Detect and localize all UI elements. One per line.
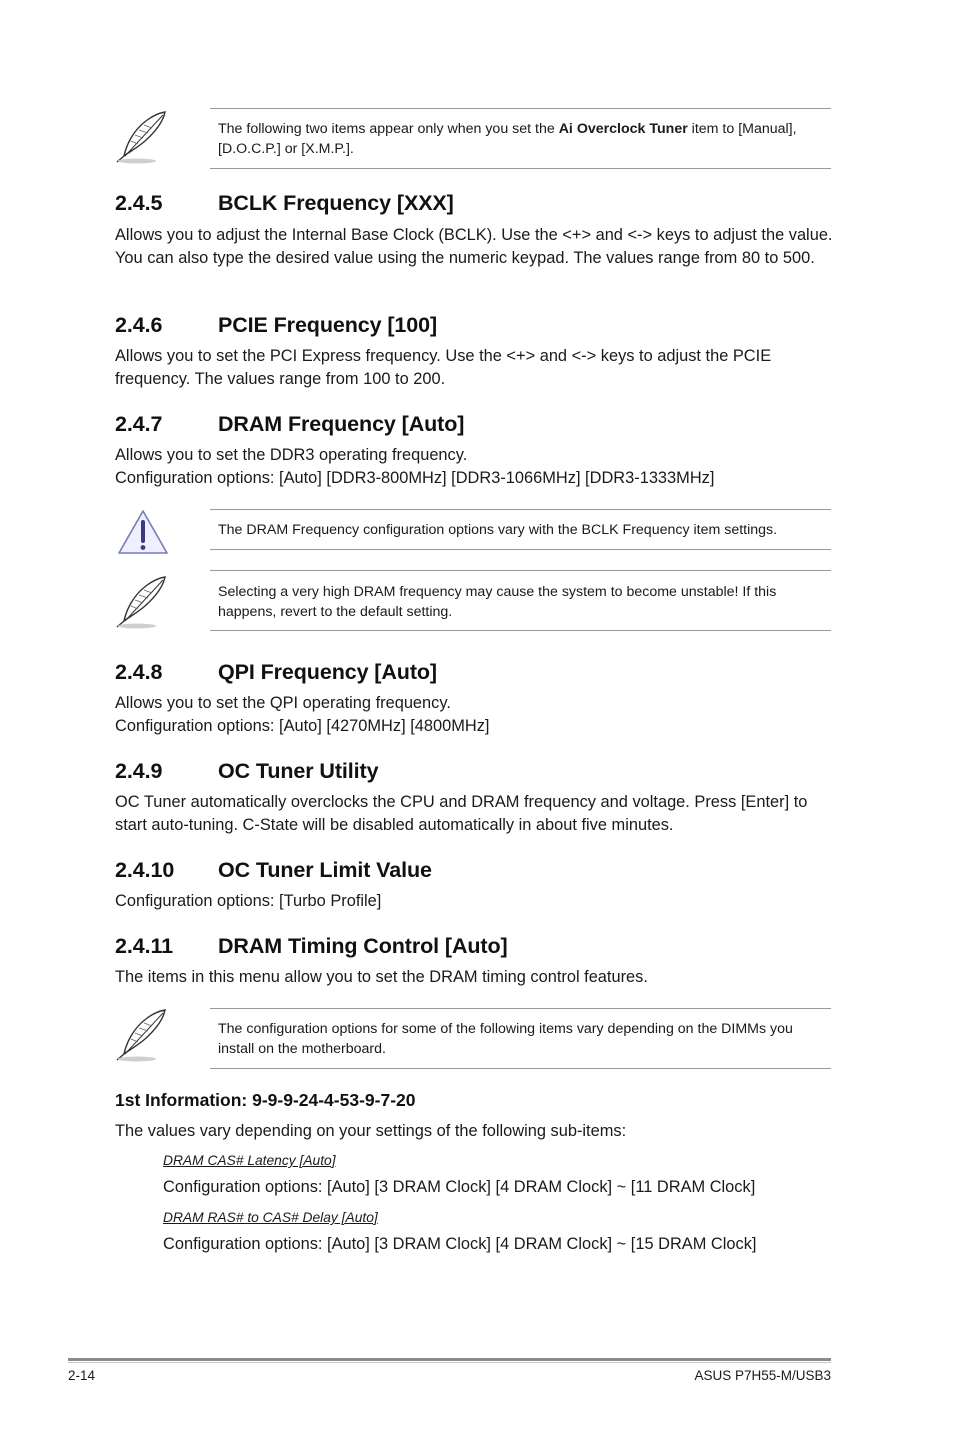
section-options: Configuration options: [Auto] [4270MHz] [4800MHz] bbox=[115, 717, 490, 735]
section-body: The items in this menu allow you to set the DRAM timing control features. bbox=[115, 968, 648, 986]
note-text-bold: Ai Overclock Tuner bbox=[558, 121, 688, 137]
section-body: Allows you to set the QPI operating frequency. bbox=[115, 694, 451, 712]
feather-pen-icon bbox=[113, 108, 171, 171]
subsection-body: The values vary depending on your settings of the following sub-items: bbox=[115, 1122, 627, 1140]
footer-divider-light bbox=[68, 1362, 831, 1363]
note-box bbox=[210, 1008, 831, 1069]
note-text: Selecting a very high DRAM frequency may cause the system to become unstable! If this happens, revert to the default setting. bbox=[218, 584, 777, 620]
feather-pen-icon bbox=[113, 573, 171, 636]
section-body: Configuration options: [Turbo Profile] bbox=[115, 892, 382, 910]
footer-divider bbox=[68, 1358, 831, 1361]
sub-item-options: Configuration options: [Auto] [3 DRAM Clock] [4 DRAM Clock] ~ [15 DRAM Clock] bbox=[163, 1235, 757, 1253]
subsection-heading: 1st Information: 9-9-9-24-4-53-9-7-20 bbox=[115, 1090, 416, 1110]
sub-item-options: Configuration options: [Auto] [3 DRAM Clock] [4 DRAM Clock] ~ [11 DRAM Clock] bbox=[163, 1178, 756, 1196]
section-body: Allows you to set the PCI Express frequency. Use the <+> and <-> keys to adjust the PCIE frequency. The values range from 100 to 200. bbox=[115, 347, 772, 388]
section-number: 2.4.9 bbox=[115, 759, 163, 783]
note-text-part: The following two items appear only when you set the bbox=[218, 121, 559, 137]
section-heading bbox=[115, 412, 464, 437]
section-heading bbox=[115, 934, 508, 959]
page-number: 2-14 bbox=[68, 1368, 96, 1383]
note-text-part: item to [Manual], [D.O.C.P.] or [X.M.P.]. bbox=[218, 121, 797, 157]
caution-text: The DRAM Frequency configuration options vary with the BCLK Frequency item settings. bbox=[218, 522, 778, 538]
section-heading bbox=[115, 660, 437, 685]
section-title: PCIE Frequency [100] bbox=[218, 313, 438, 337]
section-number: 2.4.10 bbox=[115, 858, 175, 882]
section-heading bbox=[115, 191, 454, 216]
section-heading bbox=[115, 313, 437, 338]
section-body: OC Tuner automatically overclocks the CPU and DRAM frequency and voltage. Press [Enter] to start auto-tuning. C-State will be disabled automatically in about five minutes. bbox=[115, 793, 808, 834]
section-title: BCLK Frequency [XXX] bbox=[218, 191, 454, 215]
note-text bbox=[218, 119, 823, 159]
section-options: Configuration options: [Auto] [DDR3-800MHz] [DDR3-1066MHz] [DDR3-1333MHz] bbox=[115, 469, 715, 487]
note-text: The configuration options for some of the following items vary depending on the DIMMs you install on the motherboard. bbox=[218, 1021, 793, 1057]
section-body: Allows you to set the DDR3 operating frequency. bbox=[115, 446, 468, 464]
note-box bbox=[210, 570, 831, 631]
section-heading bbox=[115, 759, 378, 784]
section-heading bbox=[115, 858, 432, 883]
section-number: 2.4.11 bbox=[115, 934, 173, 958]
caution-box bbox=[210, 509, 831, 550]
sub-item-label: DRAM CAS# Latency [Auto] bbox=[163, 1153, 336, 1168]
feather-pen-icon bbox=[113, 1006, 171, 1069]
section-title: OC Tuner Limit Value bbox=[218, 858, 432, 882]
sub-item-label: DRAM RAS# to CAS# Delay [Auto] bbox=[163, 1210, 378, 1225]
warning-triangle-icon bbox=[116, 508, 170, 563]
section-number: 2.4.7 bbox=[115, 412, 163, 436]
section-number: 2.4.8 bbox=[115, 660, 163, 684]
note-box bbox=[210, 108, 831, 169]
section-number: 2.4.6 bbox=[115, 313, 163, 337]
section-body: Allows you to adjust the Internal Base Clock (BCLK). Use the <+> and <-> keys to adjust the value. You can also type the desired value using the numeric keypad. The values range from 80 to 500. bbox=[115, 226, 833, 267]
product-name: ASUS P7H55-M/USB3 bbox=[694, 1368, 831, 1383]
section-title: DRAM Frequency [Auto] bbox=[218, 412, 465, 436]
section-number: 2.4.5 bbox=[115, 191, 163, 215]
section-title: QPI Frequency [Auto] bbox=[218, 660, 437, 684]
section-title: DRAM Timing Control [Auto] bbox=[218, 934, 508, 958]
section-title: OC Tuner Utility bbox=[218, 759, 379, 783]
